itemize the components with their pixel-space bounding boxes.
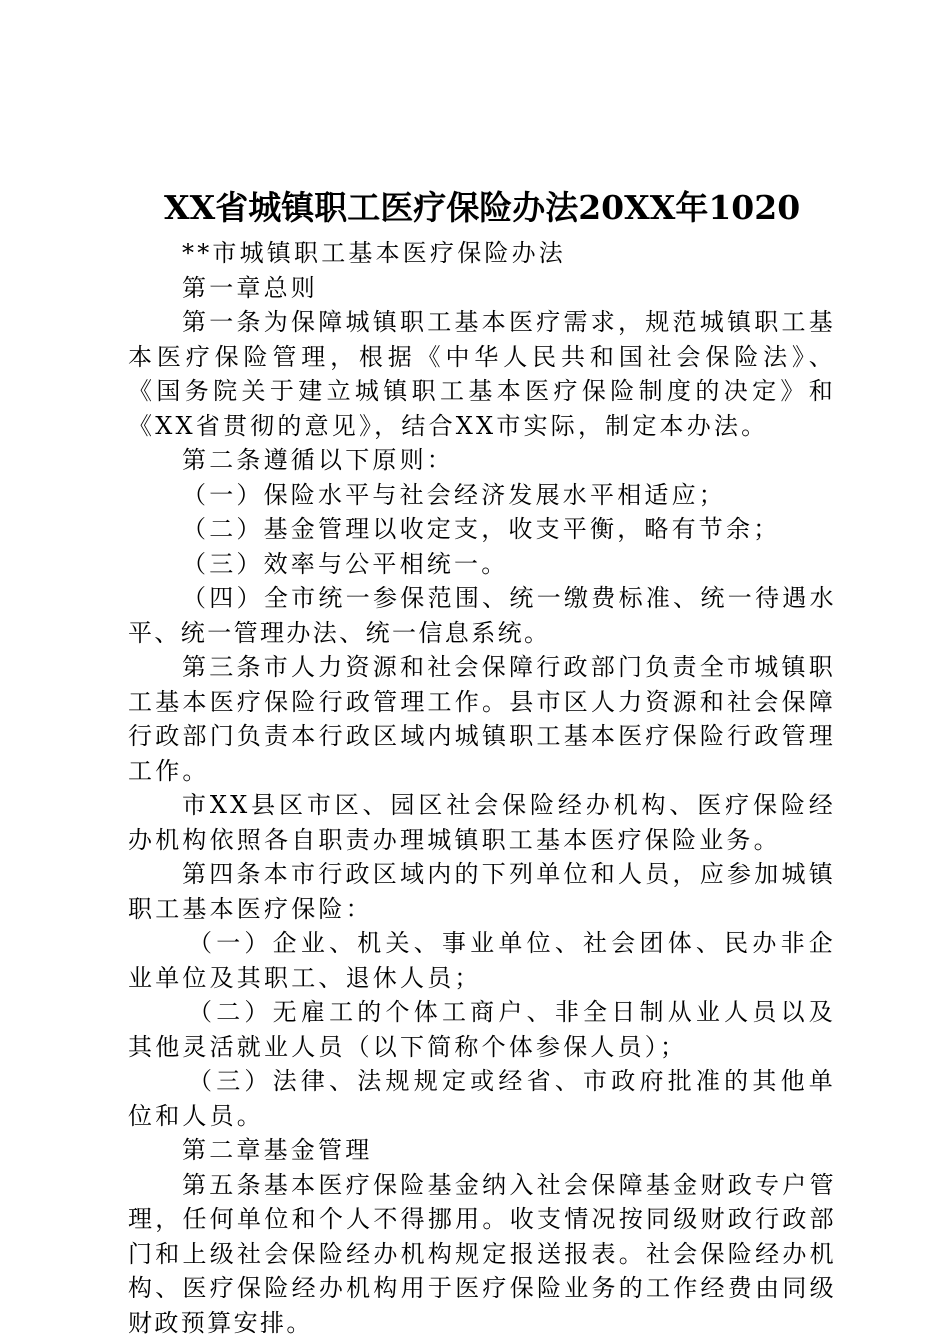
chapter-heading: 第一章总则 bbox=[182, 273, 318, 302]
document-subtitle: **市城镇职工基本医疗保险办法 bbox=[182, 239, 566, 267]
article-paragraph: 第五条基本医疗保险基金纳入社会保障基金财政专户管理，任何单位和个人不得挪用。收支情况按同级财政行政部门和上级社会保险经办机构规定报送报表。社会保险经办机构、医疗保险经办机构用于医疗保险业务的工作经费由同级财政预算安排。 bbox=[128, 1170, 836, 1337]
article-paragraph: 第一条为保障城镇职工基本医疗需求，规范城镇职工基本医疗保险管理，根据《中华人民共和国社会保险法》、《国务院关于建立城镇职工基本医疗保险制度的决定》和《XX省贯彻的意见》，结合XX市实际，制定本办法。 bbox=[128, 308, 836, 440]
document-title: XX省城镇职工医疗保险办法20XX年1020 bbox=[164, 188, 801, 227]
article-paragraph: 第四条本市行政区域内的下列单位和人员，应参加城镇职工基本医疗保险： bbox=[128, 860, 836, 923]
list-item: （三）效率与公平相统一。 bbox=[182, 549, 509, 578]
list-item: （二）基金管理以收定支，收支平衡，略有节余； bbox=[182, 515, 781, 543]
chapter-heading: 第二章基金管理 bbox=[182, 1136, 373, 1164]
list-item: （一）保险水平与社会经济发展水平相适应； bbox=[182, 480, 726, 509]
list-item: （三）法律、法规规定或经省、市政府批准的其他单位和人员。 bbox=[128, 1067, 836, 1130]
article-paragraph: 第二条遵循以下原则： bbox=[182, 446, 454, 474]
article-paragraph: 第三条市人力资源和社会保障行政部门负责全市城镇职工基本医疗保险行政管理工作。县市区人力资源和社会保障行政部门负责本行政区域内城镇职工基本医疗保险行政管理工作。 bbox=[128, 653, 836, 785]
list-item: （二）无雇工的个体工商户、非全日制从业人员以及其他灵活就业人员（以下简称个体参保人员）； bbox=[128, 998, 836, 1061]
list-item: （四）全市统一参保范围、统一缴费标准、统一待遇水平、统一管理办法、统一信息系统。 bbox=[128, 584, 836, 647]
document-page bbox=[128, 184, 836, 1340]
article-paragraph: 市XX县区市区、园区社会保险经办机构、医疗保险经办机构依照各自职责办理城镇职工基本医疗保险业务。 bbox=[128, 791, 836, 854]
list-item: （一）企业、机关、事业单位、社会团体、民办非企业单位及其职工、退休人员； bbox=[128, 929, 836, 992]
